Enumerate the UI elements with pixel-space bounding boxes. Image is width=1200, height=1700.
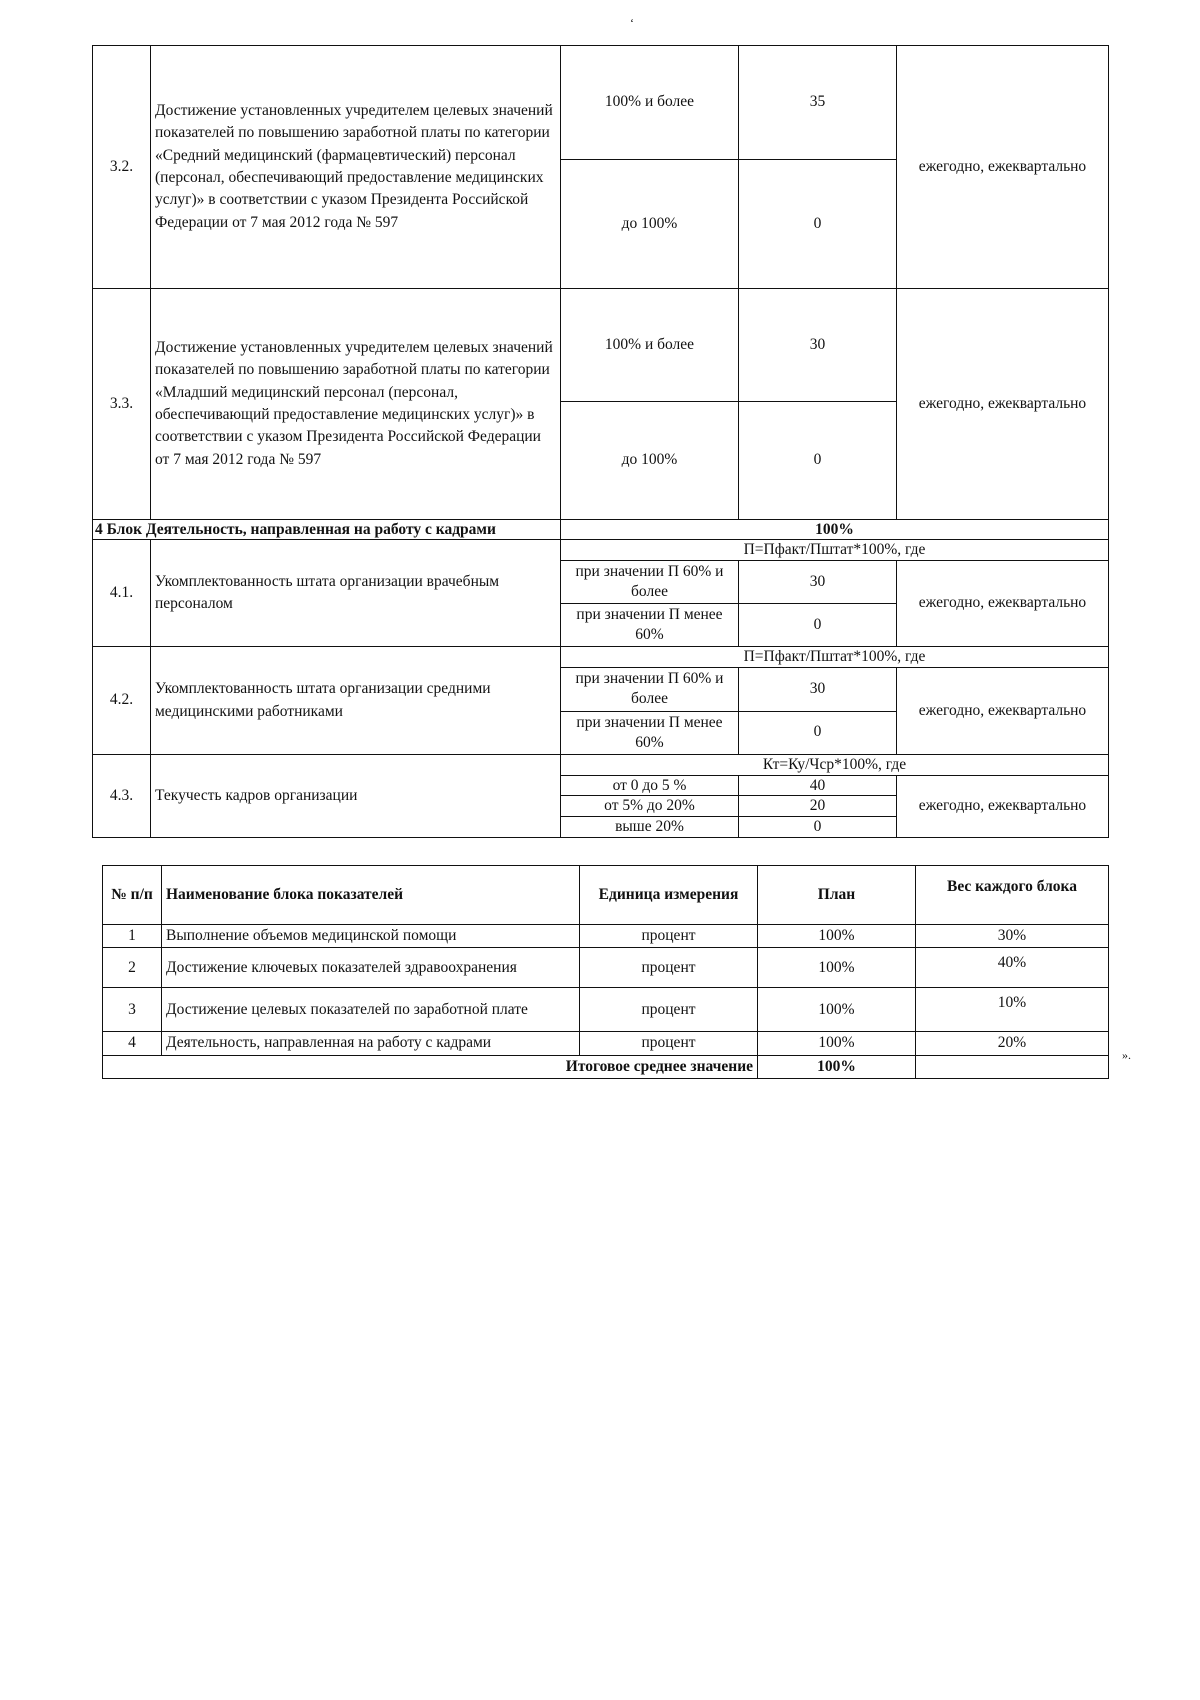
row-number: 1: [103, 925, 162, 948]
indicator-name: Укомплектованность штата организации средними медицинскими работниками: [151, 647, 561, 754]
points-cell: 0: [739, 402, 897, 520]
block-name: Достижение ключевых показателей здравоохранения: [162, 948, 580, 988]
points-cell: 20: [739, 796, 897, 817]
weight-cell: 30%: [916, 925, 1109, 948]
row-number: 4: [103, 1032, 162, 1055]
unit-cell: процент: [580, 988, 758, 1032]
table-row: [103, 925, 1109, 948]
points-cell: 30: [739, 289, 897, 402]
indicators-table: [92, 45, 1109, 838]
header-row: [103, 866, 1109, 925]
period-cell: ежегодно, ежеквартально: [897, 46, 1109, 289]
indicator-name: Текучесть кадров организации: [151, 754, 561, 837]
indicator-name: Укомплектованность штата организации врачебным персоналом: [151, 540, 561, 647]
total-weight-empty: [916, 1055, 1109, 1078]
condition-cell: выше 20%: [561, 817, 739, 838]
condition-cell: до 100%: [561, 402, 739, 520]
formula-row: [93, 754, 1109, 775]
formula-row: [93, 647, 1109, 668]
plan-cell: 100%: [758, 925, 916, 948]
points-cell: 35: [739, 46, 897, 160]
table-row: [103, 1032, 1109, 1055]
col-header-plan: План: [758, 866, 916, 925]
points-cell: 0: [739, 817, 897, 838]
unit-cell: процент: [580, 948, 758, 988]
condition-cell: при значении П 60% и более: [561, 560, 739, 603]
total-row: [103, 1055, 1109, 1078]
summary-table: [102, 865, 1109, 1079]
col-header-num: № п/п: [103, 866, 162, 925]
row-number: 2: [103, 948, 162, 988]
unit-cell: процент: [580, 925, 758, 948]
indicator-name: Достижение установленных учредителем целевых значений показателей по повышению заработной платы по категории «Младший медицинский персонал (персонал, обеспечивающий предоставление медицинских услуг)» в соответствии с указом Президента Российской Федерации от 7 мая 2012 года № 597: [151, 289, 561, 520]
condition-cell: при значении П менее 60%: [561, 604, 739, 647]
indicator-name: Достижение установленных учредителем целевых значений показателей по повышению заработной платы по категории «Средний медицинский (фармацевтический) персонал (персонал, обеспечивающий предоставление медицинских услуг)» в соответствии с указом Президента Российской Федерации от 7 мая 2012 года № 597: [151, 46, 561, 289]
period-cell: ежегодно, ежеквартально: [897, 289, 1109, 520]
period-cell: ежегодно, ежеквартально: [897, 668, 1109, 755]
weight-cell: 40%: [916, 948, 1109, 988]
unit-cell: процент: [580, 1032, 758, 1055]
table-row: [93, 289, 1109, 402]
period-cell: ежегодно, ежеквартально: [897, 560, 1109, 647]
condition-cell: от 0 до 5 %: [561, 775, 739, 796]
table-row: [93, 46, 1109, 160]
weight-cell: 20%: [916, 1032, 1109, 1055]
total-label: Итоговое среднее значение: [103, 1055, 758, 1078]
block-name: Выполнение объемов медицинской помощи: [162, 925, 580, 948]
plan-cell: 100%: [758, 988, 916, 1032]
condition-cell: 100% и более: [561, 289, 739, 402]
points-cell: 30: [739, 668, 897, 711]
table-row: [103, 988, 1109, 1032]
weight-cell: 10%: [916, 988, 1109, 1032]
formula-cell: П=Пфакт/Пштат*100%, где: [561, 540, 1109, 561]
condition-cell: 100% и более: [561, 46, 739, 160]
points-cell: 0: [739, 160, 897, 289]
col-header-unit: Единица измерения: [580, 866, 758, 925]
plan-cell: 100%: [758, 948, 916, 988]
block-weight: 100%: [561, 520, 1109, 540]
condition-cell: при значении П 60% и более: [561, 668, 739, 711]
row-number: 4.2.: [93, 647, 151, 754]
row-number: 4.1.: [93, 540, 151, 647]
points-cell: 0: [739, 604, 897, 647]
row-number: 3: [103, 988, 162, 1032]
condition-cell: от 5% до 20%: [561, 796, 739, 817]
block-name: Достижение целевых показателей по заработной плате: [162, 988, 580, 1032]
condition-cell: до 100%: [561, 160, 739, 289]
points-cell: 30: [739, 560, 897, 603]
col-header-name: Наименование блока показателей: [162, 866, 580, 925]
total-plan: 100%: [758, 1055, 916, 1078]
formula-cell: Кт=Ку/Чср*100%, где: [561, 754, 1109, 775]
block-title: 4 Блок Деятельность, направленная на работу с кадрами: [93, 520, 561, 540]
points-cell: 40: [739, 775, 897, 796]
row-number: 4.3.: [93, 754, 151, 837]
points-cell: 0: [739, 711, 897, 754]
row-number: 3.2.: [93, 46, 151, 289]
plan-cell: 100%: [758, 1032, 916, 1055]
block-header-row: [93, 520, 1109, 540]
table-row: [103, 948, 1109, 988]
block-name: Деятельность, направленная на работу с кадрами: [162, 1032, 580, 1055]
page-mark: ‘: [630, 16, 634, 30]
period-cell: ежегодно, ежеквартально: [897, 775, 1109, 837]
condition-cell: при значении П менее 60%: [561, 711, 739, 754]
col-header-weight: Вес каждого блока: [916, 866, 1109, 925]
formula-row: [93, 540, 1109, 561]
formula-cell: П=Пфакт/Пштат*100%, где: [561, 647, 1109, 668]
row-number: 3.3.: [93, 289, 151, 520]
closing-quote: ».: [1122, 1048, 1131, 1062]
